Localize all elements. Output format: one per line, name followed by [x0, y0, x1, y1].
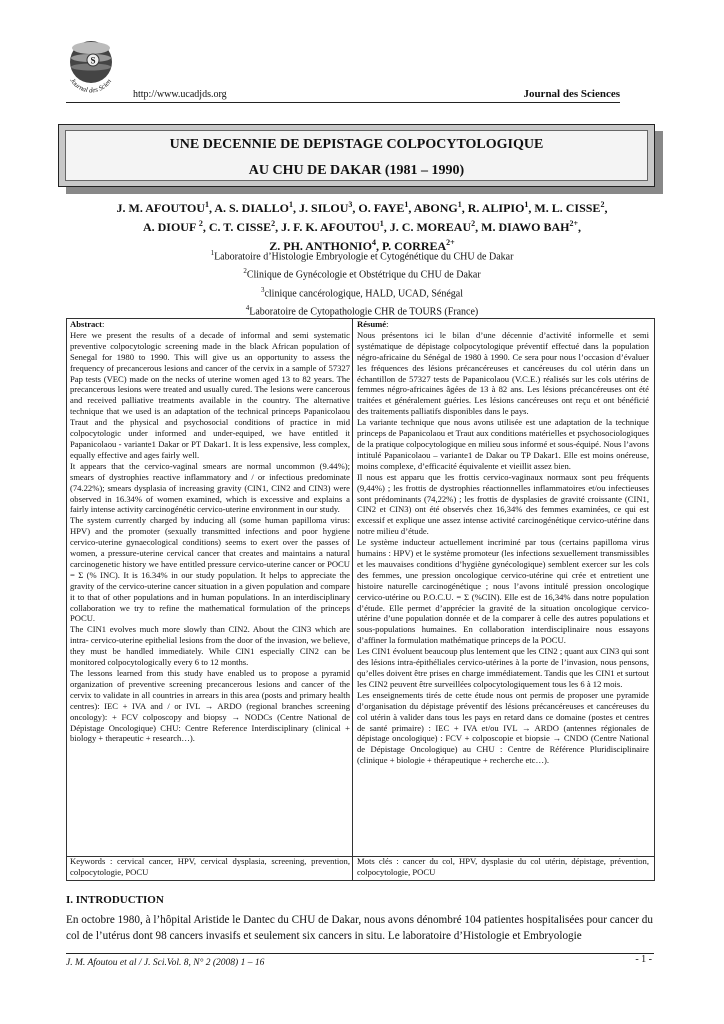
- footer-rule: [66, 953, 654, 954]
- author-affiliation-mark: 2+: [569, 219, 579, 228]
- abstract-paragraph: Le système inducteur actuellement incriminé par tous (certains papilloma virus humains : HPV) et le système promoteur (les infections sexuellement transmissibles et les mauvaises conditions d’hygiène gynécologique) semblent exercer sur les cols des femmes, une pression oncologique cervico-utérine qui crée et entretient une histoire naturelle carcinogénétique ; nous l’avons intitulé pression oncologique cervico-utérine ou P.O.C.U. = Σ (%CIN). Elle est de 16,34% dans notre population d’étude. Elle permet d’apprécier la gravité de la situation oncologique cervico-utérine d’une population donnée et de la comparer à celle des autres populations et sous-populations humaines. En collaboration interdisciplinaire nous essayons d’affiner la formulation mathématique princeps de la POCU.: [357, 537, 649, 646]
- abstract-french: [357, 319, 649, 766]
- author-affiliation-mark: 3: [348, 200, 353, 209]
- author-name: ,: [604, 201, 608, 215]
- column-divider: [352, 319, 353, 856]
- author-name: Z. PH. ANTHONIO: [269, 239, 372, 253]
- abstract-english: [70, 319, 350, 744]
- column-divider: [352, 855, 353, 880]
- abstract-paragraph: Les CIN1 évoluent beaucoup plus lentement que les CIN2 ; quant aux CIN3 qui sont des lésions intra-épithéliales cervico-utérines à la porte de l’invasion, nous pensons, qu’elles doivent être prises en charge immédiatement. Tandis que les CIN1 et surtout les CIN2 peuvent être surveillées colpocytologiquement tous les 6 à 12 mois.: [357, 646, 649, 689]
- author-name: , J. F. K. AFOUTOU: [275, 220, 380, 234]
- section-heading: I. INTRODUCTION: [66, 894, 164, 906]
- title-inner: [65, 130, 648, 181]
- author-affiliation-mark: 2: [600, 200, 605, 209]
- affiliation: $^3$clinique cancérologique, HALD, UCAD, Sénégal: [260, 285, 464, 299]
- author-name: , O. FAYE: [352, 201, 405, 215]
- abstract-paragraph: Il nous est apparu que les frottis cervico-vaginaux normaux sont peu fréquents (9,44%) ; les frottis de dystrophies réactionnelles inflammatoires et/ou infectieuses sont prédominants (74,22%) ; les frottis de dysplasies de gravité croissante (CIN1, CIN2 et CIN3) ont été observés chez 16,34% des femmes examinées, ce qui est excessif et explique une assez intense activité carcinogénétique cervico-utérine dans notre milieu d’étude.: [357, 471, 649, 537]
- header-rule: [66, 102, 620, 103]
- author-affiliation-mark: 1: [457, 200, 462, 209]
- svg-text:S: S: [90, 55, 96, 66]
- resume-heading: Résumé:: [357, 319, 389, 329]
- author-name: , C. T. CISSE: [202, 220, 272, 234]
- keywords-english: Keywords : cervical cancer, HPV, cervical dysplasia, screening, prevention, colpocytologie, POCU: [70, 856, 350, 877]
- abstract-paragraph: The system currently charged by inducing all (some human papilloma virus: HPV) and the promoter (sexually transmitted infections and poor hygiene cervico-uterine gynaecological conditions) seems to exert over the passes of women, a pressure-uterine cervical cancer that creates and maintains a natural carcinogenetic history we have entitled pressure cervico-uterine cancer or POCU = Σ (% INC). It is 16.34% in our study population. It helps to appreciate the gravity of the cervico-uterine cancer situation in a given population and compare it to that of other populations and in human populations. In an interdisciplinary collaboration we try to refine the mathematical formulation of the princeps POCU.: [70, 515, 350, 624]
- author-affiliation-mark: 4: [371, 238, 376, 247]
- author-name: A. DIOUF: [142, 220, 199, 234]
- abstract-paragraph: The lessons learned from this study have enabled us to propose a pyramid organization of preventive screening precancerous lesions and cancer of the cervix to validate in all countries in arrears in this area (posts and primary health centres): IEC + IVA and / or IVL → ARDO (regional branches screening oncology): + FCV colposcopy and biopsy → NODCs (Centre National de Dépistage Oncologique) CHU: Centre Reference Interdisciplinary (clinical + biology + therapeutic + research…).: [70, 668, 350, 744]
- author-name: , P. CORREA: [375, 239, 447, 253]
- author-name: , J. C. MOREAU: [383, 220, 472, 234]
- abstract-paragraph: Les enseignements tirés de cette étude nous ont permis de proposer une pyramide d’organisation du dépistage préventif des lésions précancéreuses et cancéreuses du col utérin à valider dans tous les pays en retard dans ce domaine (postes et centres de santé primaire) : IEC + IVA et/ou IVL → ARDO (antennes régionales de dépistage oncologique) : FCV + colposcopie et biopsie → CNDO (Centre National de Dépistage Oncologique) au CHU : Centre de Référence Pluridisciplinaire (clinique + biologie + thérapeutique + recherche etc…).: [357, 689, 649, 766]
- abstract-paragraph: The CIN1 evolves much more slowly than CIN2. About the CIN3 which are intra- cervico-uterine epithelial lesions from the door of the invasion, we believe, they must be handled immediately. While CIN1 especially CIN2 can be monitored colpocytologically every 6 to 12 months.: [70, 624, 350, 668]
- title-box: [58, 124, 655, 187]
- author-line: [60, 216, 664, 235]
- author-affiliation-mark: 1: [204, 200, 209, 209]
- author-name: , M. DIAWO BAH: [475, 220, 570, 234]
- author-name: J. M. AFOUTOU: [116, 201, 205, 215]
- journal-logo: [56, 30, 126, 100]
- paper-title-line-1: UNE DECENNIE DE DEPISTAGE COLPOCYTOLOGIQUE: [169, 137, 544, 152]
- author-name: , A. S. DIALLO: [208, 201, 290, 215]
- author-affiliation-mark: 1: [379, 219, 384, 228]
- svg-text:Journal des Sciences: Journal des Scien: [68, 76, 114, 95]
- abstract-paragraph: La variante technique que nous avons utilisée est une adaptation de la technique princeps de Papanicolaou et Traut aux conditions matérielles et psychosociologiques de la pratique colpocytologique en milieu sous informé et sous-équipé. Nous l’avons intitulé Papanicolaou – variante1 de Dakar ou TP Dakar1. Elle est moins onéreuse, moins complexe, d’efficacité équivalente et vieillit assez bien.: [357, 417, 649, 471]
- author-name: ,: [578, 220, 582, 234]
- affiliation: $^4$Laboratoire de Cytopathologie CHR de TOURS (France): [245, 303, 479, 318]
- author-affiliation-mark: 2: [271, 219, 276, 228]
- author-name: , J. SILOU: [293, 201, 349, 215]
- page-number: - 1 -: [635, 954, 652, 965]
- footer-citation: J. M. Afoutou et al / J. Sci.Vol. 8, N° 2 (2008) 1 – 16: [66, 958, 265, 968]
- author-name: , ABONG: [408, 201, 458, 215]
- author-affiliation-mark: 1: [524, 200, 529, 209]
- author-name: , R. ALIPIO: [461, 201, 525, 215]
- journal-url[interactable]: http://www.ucadjds.org: [133, 89, 227, 100]
- author-affiliation-mark: 2: [471, 219, 476, 228]
- affiliation: $^1$Laboratoire d’Histologie Embryologie et Cytogénétique du CHU de Dakar: [210, 249, 514, 263]
- author-affiliation-mark: 2+: [446, 238, 455, 247]
- paper-title-line-2: AU CHU DE DAKAR (1981 – 1990): [248, 163, 465, 178]
- author-affiliation-mark: 2: [198, 219, 203, 228]
- keywords-french: Mots clés : cancer du col, HPV, dysplasie du col utérin, dépistage, prévention, colpocytologie, POCU: [357, 856, 649, 877]
- author-affiliation-mark: 1: [404, 200, 409, 209]
- keywords-row: [66, 855, 655, 881]
- journal-name: Journal des Sciences: [523, 88, 620, 100]
- abstract-paragraph: It appears that the cervico-vaginal smears are normal uncommon (9.44%); smears of dystrophies reactive inflammatory and / or infectious predominate (74.22%); smears dysplasia of increasing gravity (CIN1, CIN2 and CIN3) were observed in 16.34% of women examined, which is excessive and explains a fairly intense activity carcinogénétic cervico-uterine environment in our study.: [70, 460, 350, 515]
- affiliation: $^2$Clinique de Gynécologie et Obstétrique du CHU de Dakar: [243, 267, 481, 281]
- author-line: [60, 197, 664, 216]
- abstract-paragraph: Nous présentons ici le bilan d’une décennie d’activité informelle et semi systématique de dépistage colpocytologique préventif effectué dans la population négro-africaine du Sénégal de 1980 à 1990. Ce sera pour nous l’occasion d’évaluer les fréquences des lésions précancéreuses et cancéreuses du col utérin dans un échantillon de 57327 tests de Papanicolaou (V.C.E.) réalisés sur les cols utérins de femmes négro-africaines âgées de 13 à 82 ans. Les lésions précancéreuses ont été traitées et généralement guéries. Les lésions cancéreuses ont reçu et ont bénéficié des traitements palliatifs disponibles dans le pays.: [357, 329, 649, 417]
- abstract-paragraph: Here we present the results of a decade of informal and semi systematic preventive colpocytologic screening made in the black African population of Senegal for 1980 to 1990. This will give us an opportunity to assess the frequency of precancerous lesions and cancer of the cervix in a sample of 57327 Pap tests (VEC) made on the necks of uterine women aged 13 to 82 years. The precancerous lesions were treated and usually cured. The lesions were cancerous and received palliative treatments available in the country. The alternative technique that we used is an adaptation of the technical princeps Papanicolaou Traut and the physical and psychosocial conditions of practice in mid colpocytologic under informed and under-equiped, we have entitled it Papanicolaou - variante1 Dakar or PT Dakar1. It is less expensive, less complex, equally effective and ages fairly well.: [70, 329, 350, 460]
- author-affiliation-mark: 1: [289, 200, 294, 209]
- intro-paragraph: En octobre 1980, à l’hôpital Aristide le Dantec du CHU de Dakar, nous avons dénombré 104 patientes hospitalisées pour cancer du col de l’utérus dont 98 cancers invasifs et seulement six cancers in situ. Le laboratoire d’Histologie et Embryologie: [66, 914, 653, 942]
- abstract-table: [66, 318, 655, 857]
- author-name: , M. L. CISSE: [528, 201, 601, 215]
- affiliation-list: [60, 246, 664, 319]
- abstract-heading: Abstract:: [70, 319, 105, 329]
